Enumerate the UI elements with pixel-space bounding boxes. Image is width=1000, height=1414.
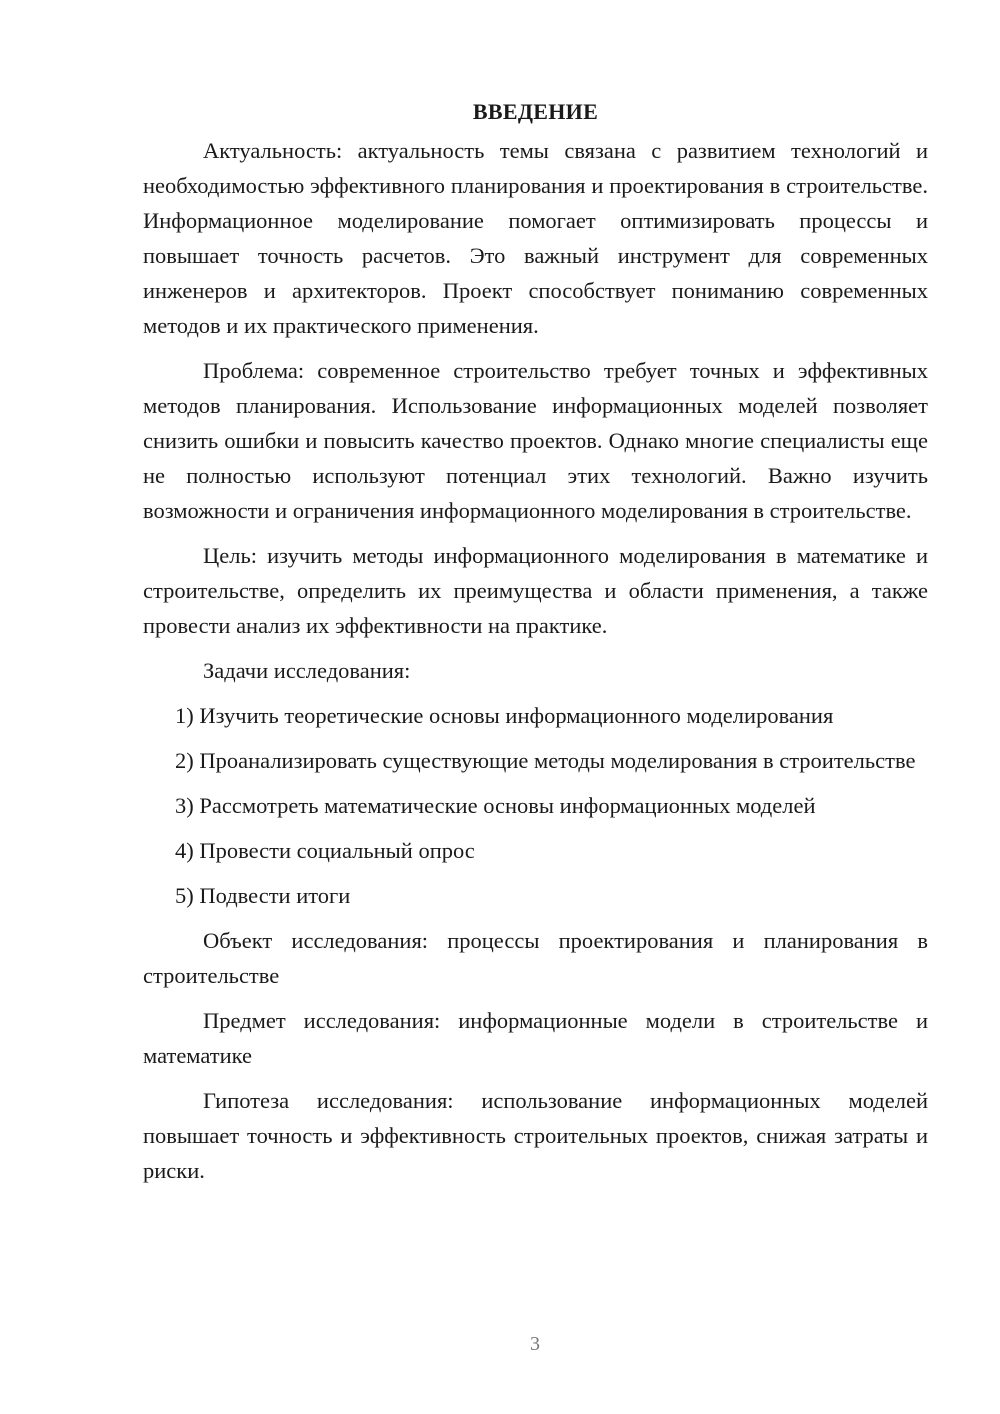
paragraph-goal: Цель: изучить методы информационного моделирования в математике и строительстве, определить их преимущества и области применения, а также провести анализ их эффективности на практике. [143, 543, 928, 638]
page-content [143, 94, 928, 1198]
task-item: 1) Изучить теоретические основы информационного моделирования [175, 703, 834, 728]
paragraph-hypothesis: Гипотеза исследования: использование информационных моделей повышает точность и эффективность строительных проектов, снижая затраты и риски. [143, 1088, 928, 1183]
section-title: ВВЕДЕНИЕ [472, 99, 599, 124]
task-item: 4) Провести социальный опрос [175, 838, 475, 863]
paragraph-subject: Предмет исследования: информационные модели в строительстве и математике [143, 1008, 928, 1068]
page-number: 3 [530, 1333, 540, 1355]
task-item: 5) Подвести итоги [175, 883, 351, 908]
paragraph-object: Объект исследования: процессы проектирования и планирования в строительстве [143, 928, 928, 988]
paragraph-problem: Проблема: современное строительство требует точных и эффективных методов планирования. Использование информационных моделей позволяет снизить ошибки и повысить качество проектов. Однако многие специалисты еще не полностью используют потенциал этих технологий. Важно изучить возможности и ограничения информационного моделирования в строительстве. [143, 358, 928, 523]
tasks-heading: Задачи исследования: [203, 658, 411, 683]
task-item: 3) Рассмотреть математические основы информационных моделей [175, 793, 816, 818]
task-item: 2) Проанализировать существующие методы моделирования в строительстве [175, 748, 916, 773]
paragraph-relevance: Актуальность: актуальность темы связана с развитием технологий и необходимостью эффективного планирования и проектирования в строительстве. Информационное моделирование помогает оптимизировать процессы и повышает точность расчетов. Это важный инструмент для современных инженеров и архитекторов. Проект способствует пониманию современных методов и их практического применения. [143, 138, 928, 338]
